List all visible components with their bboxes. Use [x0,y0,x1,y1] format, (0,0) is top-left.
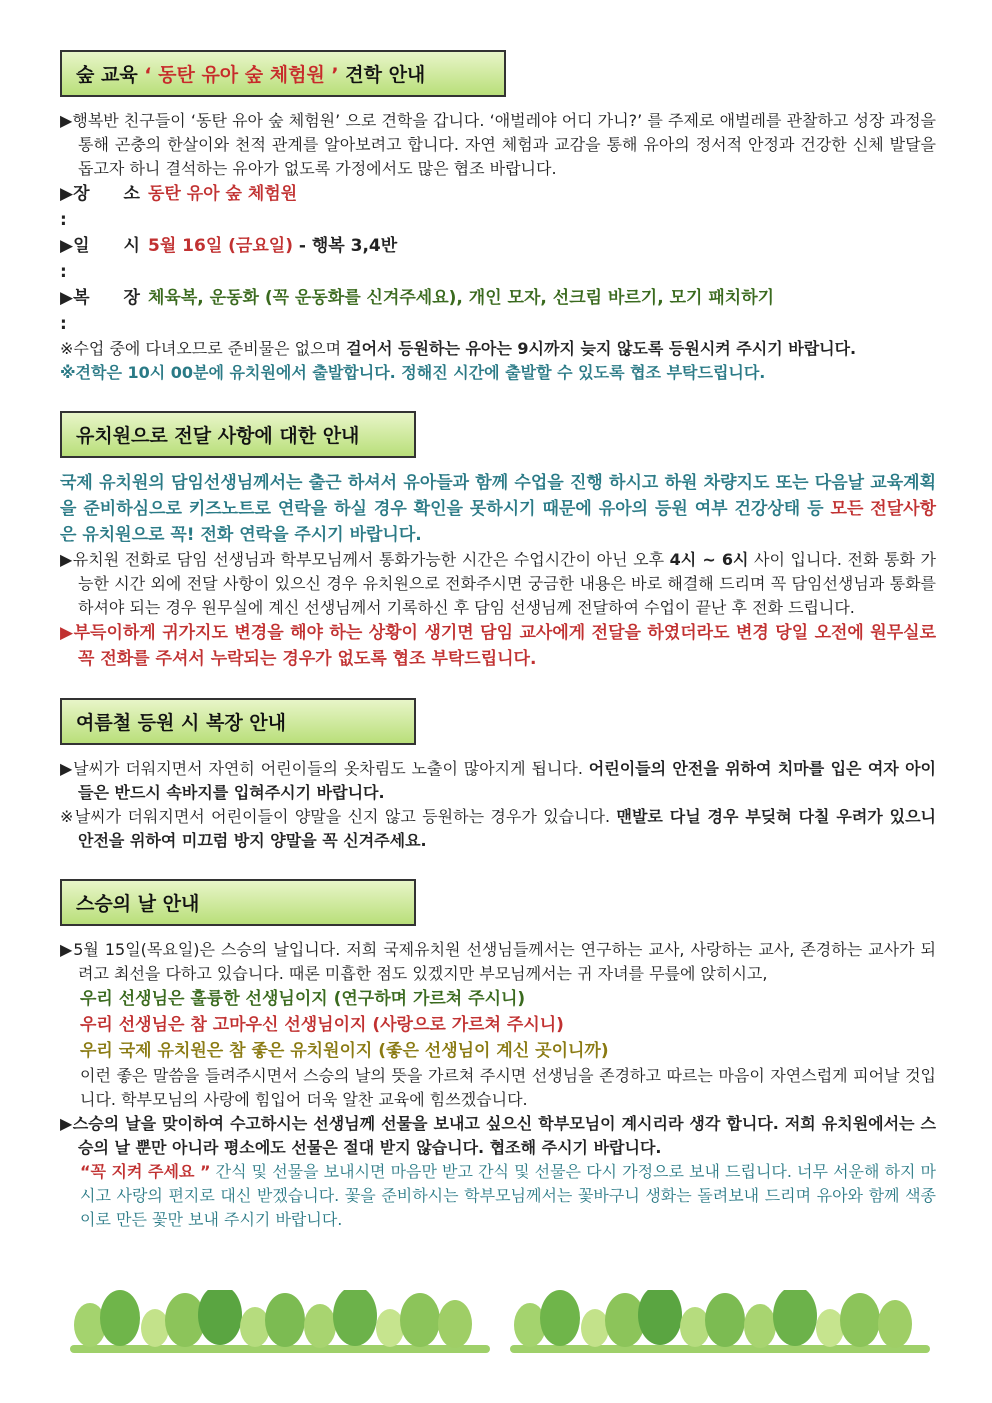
section-title-contact: 유치원으로 전달 사항에 대한 안내 [60,411,416,458]
trip-place [60,181,936,233]
contact-bullet-2: ▶부득이하게 귀가지도 변경을 해야 하는 상황이 생기면 담임 교사에게 전달을 하였더라도 변경 당일 오전에 원무실로 꼭 전화를 주셔서 누락되는 경우가 없도록 협조 부탁드립니다. [60,623,936,669]
section-forest-trip [60,50,936,385]
summer-b1-bold: 어린이들의 안전을 위하여 치마를 입은 여자 아이들은 반드시 속바지를 입혀주시기 바랍니다. [78,759,936,802]
trip-intro: ▶행복반 친구들이 ‘동탄 유아 숲 체험원’ 으로 견학을 갑니다. ‘애벌레야 어디 가니?’ 를 주제로 애벌레를 관찰하고 성장 과정을 통해 곤충의 한살이와 천적 관계를 알아보려고 합니다. 자연 체험과 교감을 통해 유아의 정서적 안정과 건강한 신체 발달을 돕고자 하니 결석하는 유아가 없도록 가정에서도 많은 협조 바랍니다. [60,111,936,178]
quote-1: 우리 선생님은 훌륭한 선생님이지 (연구하며 가르쳐 주시니) [80,989,526,1009]
contact-hours: 4시 ~ 6시 [669,550,749,569]
dress-label: ▶복 장 : [60,288,140,334]
place-value: 동탄 유아 숲 체험원 [148,184,298,204]
contact-intro-c: 은 유치원으로 꼭! 전화 연락을 주시기 바랍니다. [60,525,422,545]
summer-b2-bold: 맨발로 다닐 경우 부딪혀 다칠 우려가 있으니 안전을 위하여 미끄럼 방지 양말을 꼭 신겨주세요. [78,807,936,850]
trip-date [60,233,936,285]
teachers-bullet-2: ▶스승의 날을 맞이하여 수고하시는 선생님께 선물을 보내고 싶으신 학부모님이 계시리라 생각 합니다. 저희 유치원에서는 스승의 날 뿐만 아니라 평소에도 선물은 절대 받지 않습니다. 협조해 주시기 바랍니다. [60,1114,936,1157]
trip-note-1 [60,337,936,361]
contact-intro [60,470,936,548]
teachers-bullet-1: ▶5월 15일(목요일)은 스승의 날입니다. 저희 국제유치원 선생님들께서는 연구하는 교사, 사랑하는 교사, 존경하는 교사가 되려고 최선을 다하고 있습니다. 때론 미흡한 점도 있겠지만 부모님께서는 귀 자녀를 무릎에 앉히시고, [60,940,936,983]
section-teachers-day [60,879,936,1232]
summer-b2-plain: ※날씨가 더워지면서 어린이들이 양말을 신지 않고 등원하는 경우가 있습니다. [60,807,617,826]
teachers-bullet-3 [60,1160,936,1232]
contact-b1-a: ▶유치원 전화로 담임 선생님과 학부모님께서 통화가능한 시간은 수업시간이 아닌 오후 [60,550,670,569]
contact-intro-highlight: 모든 전달사항 [830,499,936,519]
section-summer-dress [60,698,936,853]
quote-3: 우리 국제 유치원은 참 좋은 유치원이지 (좋은 선생님이 계신 곳이니까) [80,1041,609,1061]
title-highlight: ‘ 동탄 유아 숲 체험원 ’ [144,64,339,86]
note1-bold: 걸어서 등원하는 유아는 9시까지 늦지 않도록 등원시켜 주시기 바랍니다. [346,339,857,358]
summer-bullet-2 [60,805,936,853]
quote-2: 우리 선생님은 참 고마우신 선생님이지 (사랑으로 가르쳐 주시니) [80,1015,564,1035]
contact-bullet-1 [60,548,936,620]
section-title-teachers-day: 스승의 날 안내 [60,879,416,926]
note1-plain: ※수업 중에 다녀오므로 준비물은 없으며 [60,339,347,358]
title-text-end: 견학 안내 [338,64,426,86]
dress-value: 체육복, 운동화 (꼭 운동화를 신겨주세요), 개인 모자, 선크림 바르기, 모기 패치하기 [148,288,775,308]
tree-decoration [70,1290,930,1360]
summer-b1-plain: ▶날씨가 더워지면서 자연히 어린이들의 옷차림도 노출이 많아지게 됩니다. [60,759,589,778]
trip-note-2: ※견학은 10시 00분에 유치원에서 출발합니다. 정해진 시간에 출발할 수 있도록 협조 부탁드립니다. [60,363,766,382]
section-contact [60,411,936,672]
title-text: 숲 교육 [76,64,145,86]
keep-promise: “꼭 지켜 주세요 ” [80,1162,211,1181]
date-value: 5월 16일 (금요일) [148,236,293,256]
newsletter-page [60,50,936,1258]
section-title-forest-trip [60,50,506,97]
place-label: ▶장 소 : [60,184,140,230]
date-class: - 행복 3,4반 [292,236,398,256]
trip-dress [60,285,936,337]
teachers-b3-text: 간식 및 선물을 보내시면 마음만 받고 간식 및 선물은 다시 가정으로 보내 드립니다. 너무 서운해 하지 마시고 사랑의 편지로 대신 받겠습니다. 꽃을 준비하시는 학부모님께서는 꽃바구니 생화는 돌려보내 드리며 유아와 함께 색종이로 만든 꽃만 보내 주시기 바랍니다. [80,1162,937,1229]
tree-group-left [70,1290,490,1353]
summer-bullet-1 [60,757,936,805]
contact-intro-a: 국제 유치원의 담임선생님께서는 출근 하셔서 유아들과 함께 수업을 진행 하시고 하원 차량지도 또는 다음날 교육계획을 준비하심으로 키즈노트로 연락을 하실 경우 확인을 못하시기 때문에 유아의 등원 여부 건강상태 등 [60,473,936,519]
teachers-after: 이런 좋은 말씀을 들려주시면서 스승의 날의 뜻을 가르쳐 주시면 선생님을 존경하고 따르는 마음이 자연스럽게 피어날 것입니다. 학부모님의 사랑에 힘입어 더욱 알찬 교육에 힘쓰겠습니다. [80,1066,936,1109]
date-label: ▶일 시 : [60,236,140,282]
section-title-summer-dress: 여름철 등원 시 복장 안내 [60,698,416,745]
contact-b1-c: 사이 입니다. 전화 통화 가능한 시간 외에 전달 사항이 있으신 경우 유치원으로 전화주시면 궁금한 내용은 바로 해결해 드리며 꼭 담임선생님과 통화를 하셔야 되는 경우 원무실에 계신 선생님께서 기록하신 후 담임 선생님께 전달하여 수업이 끝난 후 전화 드립니다. [78,550,936,617]
tree-group-right [510,1290,930,1353]
